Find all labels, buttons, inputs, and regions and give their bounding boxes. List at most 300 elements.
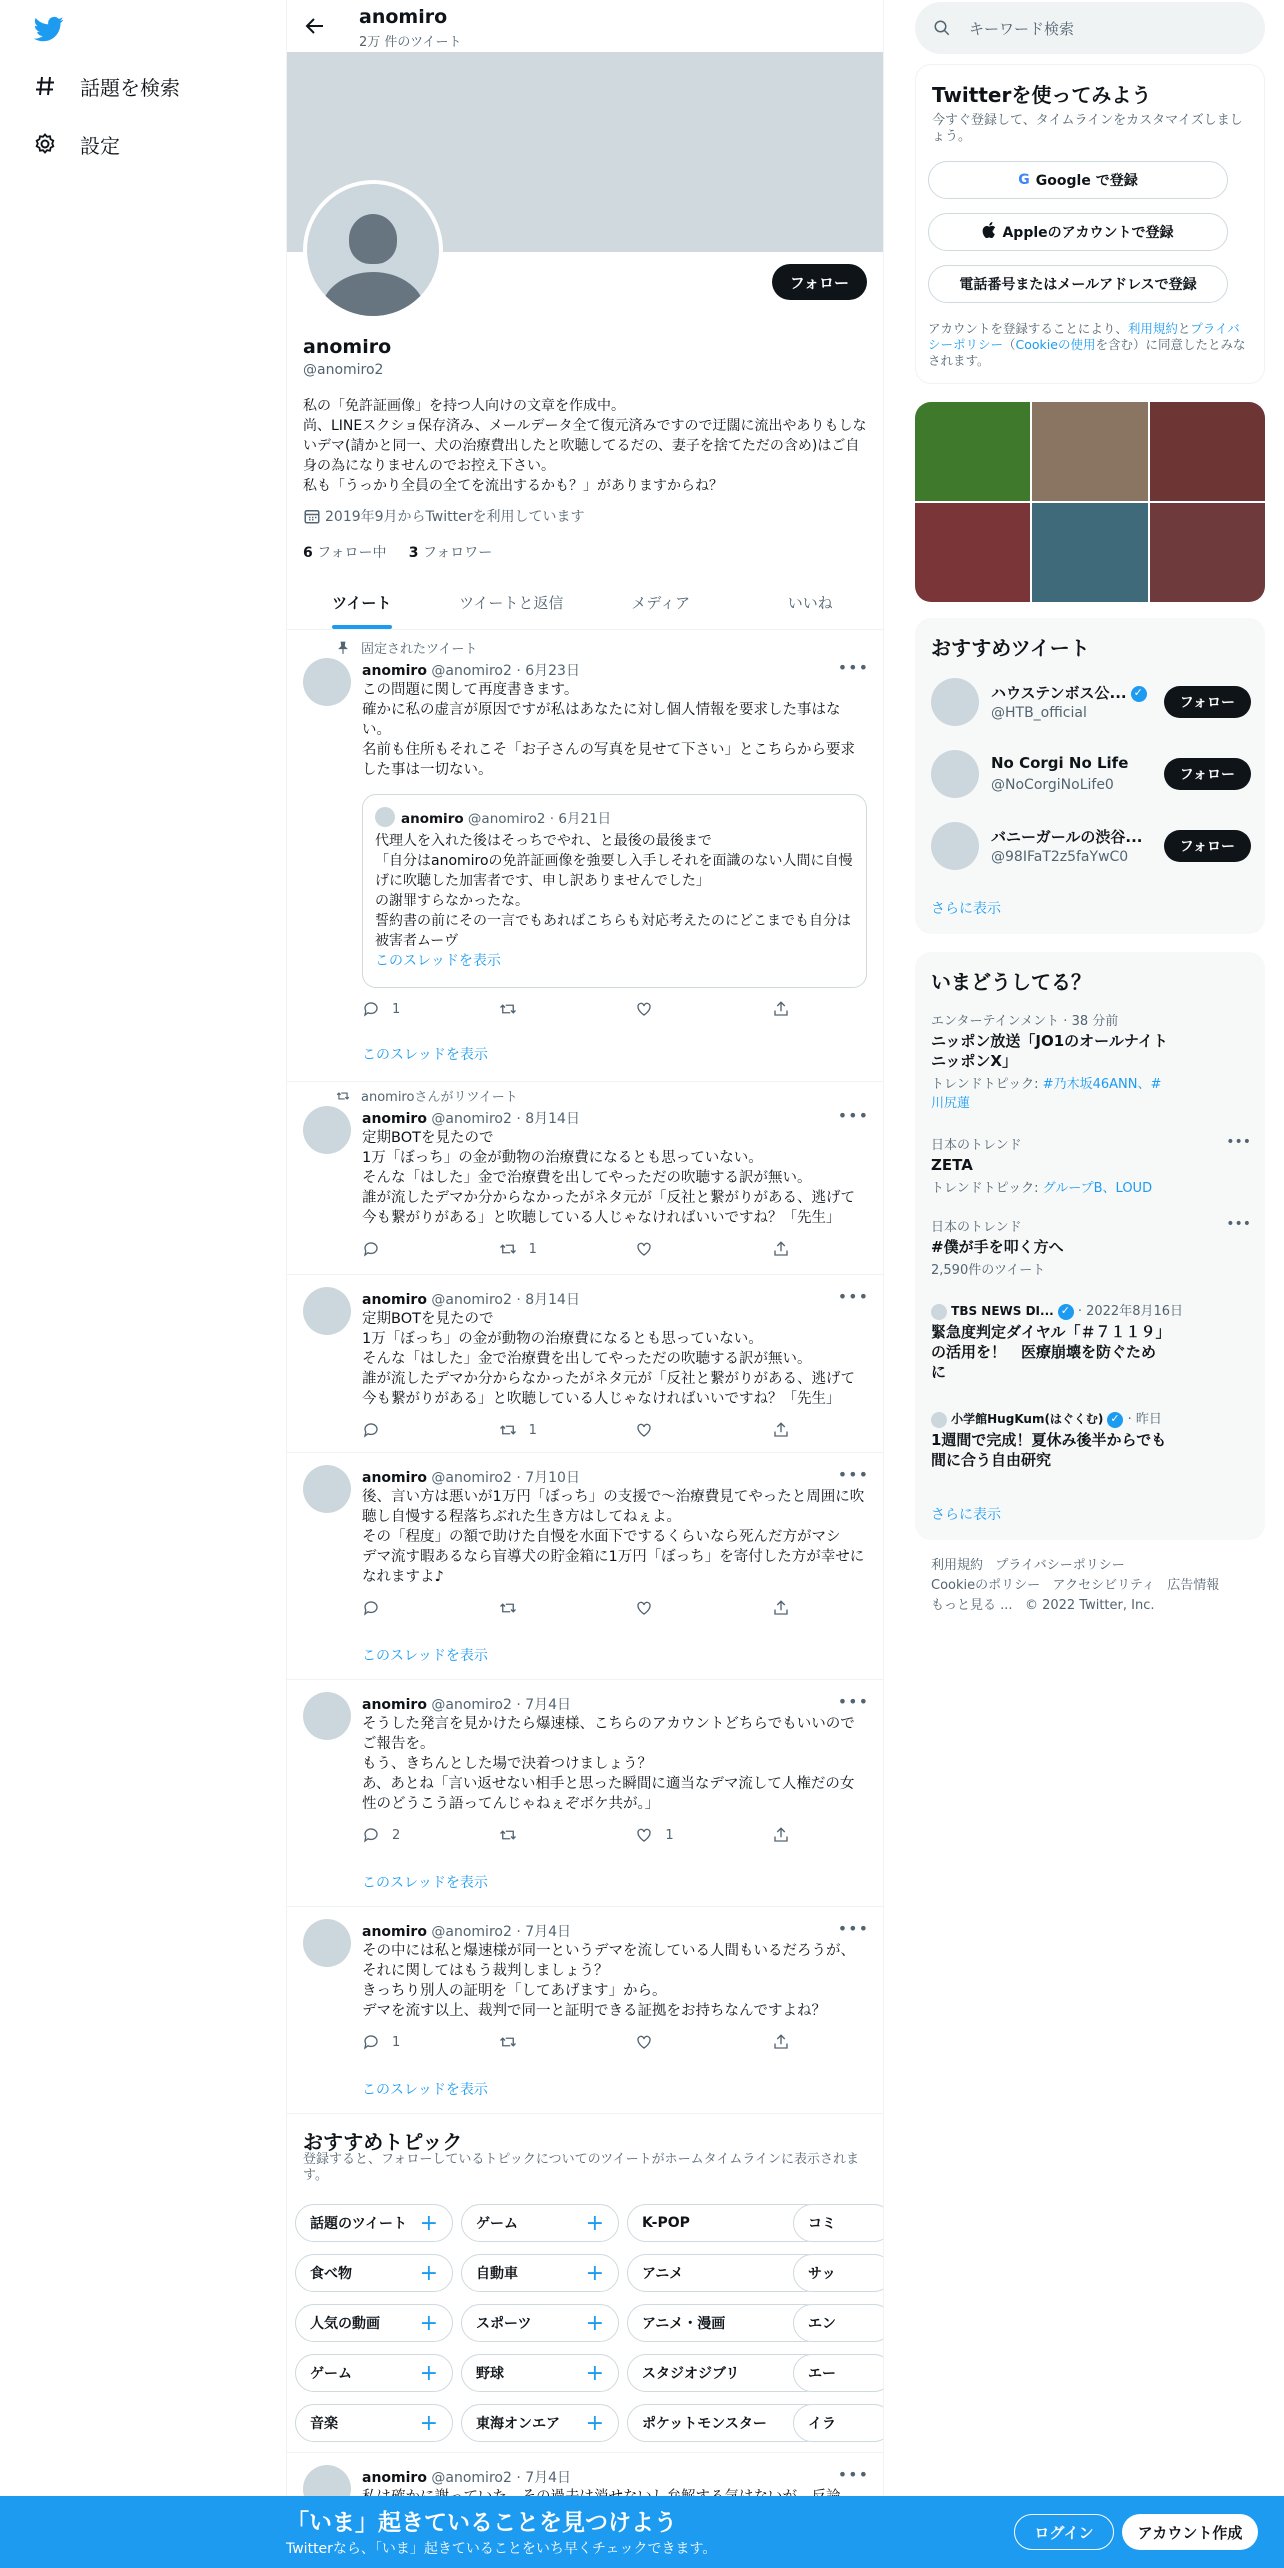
- topic-pill[interactable]: [793, 2404, 884, 2442]
- terms-text: を含む）に同意したとみなされます。: [928, 337, 1246, 368]
- terms-text: と: [1177, 321, 1191, 336]
- topic-pill[interactable]: [295, 2304, 453, 2342]
- trend-topic-links[interactable]: グループB、LOUD: [1042, 1181, 1153, 1196]
- privacy-link[interactable]: プライバシーポリシー: [928, 321, 1240, 352]
- nav-settings-label: 設定: [80, 133, 120, 158]
- tweet-actions: [362, 1421, 802, 1439]
- tweet-line: デマを流す以上、裁判で同一と証明できる証拠をお持ちなんですよね？: [362, 2003, 826, 2019]
- tweet-header: [362, 1921, 571, 1941]
- recs-title: おすすめツイート: [931, 636, 1090, 660]
- trend-meta: 日本のトレンド: [931, 1138, 1022, 1153]
- more-options-icon[interactable]: •••: [1226, 1134, 1251, 1150]
- pinned-context: [335, 638, 477, 657]
- topic-pill[interactable]: [793, 2354, 884, 2392]
- profile-name: anomiro: [303, 336, 392, 358]
- plus-icon: +: [419, 2410, 438, 2436]
- verified-icon: [1058, 1304, 1074, 1320]
- tweet-text: [362, 1941, 867, 2021]
- retweet-context: [335, 1086, 518, 1105]
- footer-copyright: © 2022 Twitter, Inc.: [1024, 1598, 1155, 1613]
- account-avatar[interactable]: [931, 678, 979, 726]
- plus-icon: +: [419, 2310, 438, 2336]
- topic-pill[interactable]: [295, 2404, 453, 2442]
- retweet-label: anomiroさんがリツイート: [361, 1090, 518, 1105]
- trend-subtitle: [931, 1073, 1171, 1111]
- profile-handle: @anomiro2: [303, 362, 384, 378]
- topic-pill[interactable]: [461, 2354, 619, 2392]
- share-icon: [772, 2033, 790, 2051]
- retweet-icon: [499, 1240, 517, 1258]
- quote-line: 代理人を入れた後はそっちでやれ、と最後の最後まで: [375, 833, 712, 849]
- topic-label: アニメ: [642, 2266, 684, 2282]
- account-name: バニーガールの渋谷...: [991, 828, 1143, 846]
- bio-line: 私も「うっかり全員の全てを流出するかも？」がありますからね？: [303, 478, 723, 494]
- tweet-meta[interactable]: @anomiro2 · 8月14日: [431, 1292, 580, 1308]
- show-thread-link[interactable]: このスレッドを表示: [362, 1047, 488, 1063]
- source-avatar: [931, 1412, 947, 1428]
- tweet-line: 1万「ぼっち」の金が動物の治療費になるとも思っていない。: [362, 1331, 763, 1347]
- tweet-actions: [362, 1240, 802, 1258]
- account-handle: @98IFaT2z5faYwC0: [991, 849, 1129, 865]
- trend-item[interactable]: [931, 1216, 1251, 1278]
- topic-label: スタジオジブリ: [642, 2366, 740, 2382]
- quoted-tweet[interactable]: [362, 794, 867, 988]
- google-signup-button[interactable]: [928, 161, 1228, 199]
- tweet-avatar[interactable]: [303, 1465, 351, 1513]
- nav-explore-label: 話題を検索: [80, 75, 180, 100]
- calendar-icon: [303, 507, 321, 525]
- reply-icon: [362, 1000, 380, 1018]
- tweet-line: 1万「ぼっち」の金が動物の治療費になるとも思っていない。: [362, 1150, 763, 1166]
- followers-count: 3: [408, 545, 419, 561]
- topic-pill[interactable]: [461, 2254, 619, 2292]
- topic-label: サッ: [808, 2266, 836, 2282]
- banner-subtitle: Twitterなら、「いま」起きていることをいち早くチェックできます。: [286, 2541, 717, 2557]
- tweet-meta[interactable]: @anomiro2 · 7月4日: [431, 1924, 572, 1940]
- quote-line: 「自分はanomiroの免許証画像を強要し入手しそれを面識のない人間に自慢げに吹聴した加害者です、申し訳ありませんでした」: [375, 853, 853, 889]
- news-date: · 2022年8月16日: [1077, 1304, 1184, 1319]
- tweet-meta[interactable]: @anomiro2 · 7月4日: [431, 1697, 572, 1713]
- search-box[interactable]: [915, 2, 1265, 54]
- topic-pill[interactable]: [793, 2304, 884, 2342]
- reply-icon: [362, 1240, 380, 1258]
- heart-icon: [635, 1421, 653, 1439]
- tweet-pinned[interactable]: [287, 630, 884, 1082]
- reply-button[interactable]: [362, 2033, 452, 2051]
- recommended-account[interactable]: [931, 744, 1251, 804]
- apple-icon: [982, 222, 996, 242]
- trend-sub-label: トレンドトピック:: [931, 1181, 1043, 1196]
- quote-avatar: [375, 807, 395, 827]
- signup-title: Twitterを使ってみよう: [932, 83, 1152, 107]
- trend-item[interactable]: [931, 1010, 1251, 1111]
- pin-icon: [335, 640, 351, 656]
- show-thread-link[interactable]: このスレッドを表示: [362, 2082, 488, 2098]
- tweet[interactable]: [287, 1453, 884, 1680]
- retweet-icon: [499, 2033, 517, 2051]
- terms-text: （: [1003, 337, 1016, 352]
- tweet[interactable]: [287, 1680, 884, 1907]
- tab-tweets[interactable]: ツイート: [287, 576, 437, 629]
- profile-avatar[interactable]: [303, 180, 443, 320]
- follow-button[interactable]: フォロー: [1164, 830, 1251, 862]
- heart-icon: [635, 1000, 653, 1018]
- account-avatar[interactable]: [931, 750, 979, 798]
- trend-sub-label: トレンドトピック:: [931, 1077, 1043, 1092]
- quote-meta: @anomiro2 · 6月21日: [467, 811, 612, 827]
- tweet-meta[interactable]: @anomiro2 · 6月23日: [431, 663, 580, 679]
- tab-tweets-replies[interactable]: ツイートと返信: [459, 594, 564, 612]
- reply-count: 1: [392, 2034, 401, 2050]
- share-button[interactable]: [772, 1240, 802, 1258]
- tweet-retweeted[interactable]: [287, 1082, 884, 1275]
- banner-title: 「いま」起きていることを見つけよう: [286, 2510, 677, 2536]
- footer-terms-link[interactable]: 利用規約: [931, 1558, 984, 1573]
- media-thumbnail[interactable]: [915, 503, 1030, 602]
- tweet-meta[interactable]: @anomiro2 · 8月14日: [431, 1111, 580, 1127]
- signup-banner: [0, 2496, 1284, 2568]
- gear-icon: [32, 131, 58, 157]
- tweet-avatar[interactable]: [303, 1919, 351, 1967]
- tweet-text: [362, 680, 867, 780]
- signup-card: [915, 64, 1265, 384]
- following-label: フォロー中: [317, 545, 387, 561]
- retweet-count: 1: [528, 1241, 537, 1257]
- heart-icon: [635, 2033, 653, 2051]
- retweet-icon: [499, 1000, 517, 1018]
- footer-ads-link[interactable]: 広告情報: [1167, 1578, 1220, 1593]
- tweet-line: 誰が流したデマか分からなかったがネタ元が「反社と繋がりがある、逃げて今も繋がりがある」と吹聴している人じゃなければいいですね？「先生」: [362, 1190, 855, 1226]
- account-avatar[interactable]: [931, 822, 979, 870]
- like-button[interactable]: [635, 1826, 725, 1844]
- tweet-meta[interactable]: @anomiro2 · 7月10日: [431, 1470, 580, 1486]
- tweet-header: [362, 1289, 580, 1309]
- tweet-author[interactable]: anomiro: [362, 663, 427, 679]
- topic-label: 東海オンエア: [476, 2416, 560, 2432]
- tab-likes[interactable]: いいね: [787, 594, 833, 612]
- plus-icon: +: [419, 2210, 438, 2236]
- retweet-button[interactable]: [499, 1826, 589, 1844]
- terms-link[interactable]: 利用規約: [1127, 321, 1178, 336]
- tweet-meta[interactable]: @anomiro2 · 7月4日: [431, 2470, 572, 2486]
- topic-pill[interactable]: [295, 2254, 453, 2292]
- share-button[interactable]: [772, 1826, 802, 1844]
- share-icon: [772, 1599, 790, 1617]
- news-title: 緊急度判定ダイヤル「＃７１１９」の活用を！ 医療崩壊を防ぐために: [931, 1322, 1164, 1381]
- news-source: TBS NEWS DI...: [951, 1304, 1054, 1318]
- share-icon: [772, 1421, 790, 1439]
- media-thumbnail[interactable]: [915, 402, 1030, 501]
- tweet-line: その中には私と爆速様が同一というデマを流している人間もいるだろうが、それに関してはもう裁判しましょう？: [362, 1943, 855, 1979]
- following-count: 6: [303, 545, 313, 561]
- profile-bio: [303, 396, 869, 496]
- tweet-line: 定期BOTを見たので: [362, 1130, 494, 1146]
- trend-item[interactable]: [931, 1134, 1251, 1196]
- apple-signup-label: Appleのアカウントで登録: [1002, 225, 1174, 241]
- tweet-header: [362, 1467, 580, 1487]
- news-item[interactable]: [931, 1300, 1251, 1382]
- media-grid: [915, 402, 1265, 602]
- tweet-avatar[interactable]: [303, 1287, 351, 1335]
- verified-icon: [1131, 686, 1147, 702]
- cookie-link[interactable]: Cookieの使用: [1015, 337, 1096, 352]
- followers-link[interactable]: [409, 545, 493, 561]
- tab-media[interactable]: メディア: [631, 594, 691, 612]
- tweet-header: [362, 2467, 571, 2487]
- tweet-line: そんな「はした」金で治療費を出してやっただの吹聴する訳が無い。: [362, 1170, 812, 1186]
- reply-count: 1: [392, 1001, 401, 1017]
- tweet-line: 名前も住所もそれこそ「お子さんの写真を見せて下さい」とこちらから要求した事は一切ない。: [362, 742, 855, 778]
- retweet-button[interactable]: [499, 2033, 589, 2051]
- plus-icon: +: [585, 2260, 604, 2286]
- tweet-avatar[interactable]: [303, 1106, 351, 1154]
- login-button[interactable]: ログイン: [1014, 2514, 1114, 2550]
- header-tweet-count: 2万 件のツイート: [359, 35, 462, 50]
- retweet-icon: [499, 1826, 517, 1844]
- show-thread-link[interactable]: このスレッドを表示: [362, 1648, 488, 1664]
- reply-count: 2: [392, 1827, 401, 1843]
- tweet-line: 定期BOTを見たので: [362, 1311, 494, 1327]
- twitter-logo-icon[interactable]: [32, 14, 66, 44]
- quote-text: [375, 831, 855, 971]
- quote-header: [401, 807, 611, 827]
- account-name: [991, 682, 1147, 703]
- quote-show-thread[interactable]: このスレッドを表示: [375, 953, 501, 969]
- footer-links: [931, 1556, 1219, 1616]
- tweet-author[interactable]: anomiro: [362, 1470, 427, 1486]
- like-button[interactable]: [635, 1000, 725, 1018]
- topic-label: 人気の動画: [310, 2316, 380, 2332]
- main-column: [286, 0, 884, 2568]
- tweet-text: [362, 1714, 867, 1814]
- reply-button[interactable]: [362, 1240, 452, 1258]
- like-button[interactable]: [635, 1421, 725, 1439]
- topic-label: アニメ・漫画: [642, 2316, 726, 2332]
- trend-topic-links[interactable]: #乃木坂46ANN、#川尻蓮: [931, 1077, 1162, 1111]
- like-button[interactable]: [635, 1240, 725, 1258]
- footer-accessibility-link[interactable]: アクセシビリティ: [1052, 1578, 1155, 1593]
- pinned-label: 固定されたツイート: [361, 642, 478, 657]
- default-avatar-icon: [307, 184, 439, 316]
- retweet-button[interactable]: [499, 1240, 589, 1258]
- news-item[interactable]: [931, 1408, 1251, 1470]
- tweet-header: [362, 1108, 580, 1128]
- media-thumbnail[interactable]: [1150, 503, 1265, 602]
- source-avatar: [931, 1304, 947, 1320]
- plus-icon: +: [419, 2260, 438, 2286]
- topic-label: ポケットモンスター: [642, 2416, 767, 2432]
- profile-header-bar: [287, 0, 884, 52]
- phone-signup-button[interactable]: 電話番号またはメールアドレスで登録: [928, 265, 1228, 303]
- tweet-avatar[interactable]: [303, 658, 351, 706]
- bio-line: 私の「免許証画像」を持つ人向けの文章を作成中。: [303, 398, 625, 414]
- topic-pill[interactable]: [793, 2204, 884, 2242]
- tweet-line: その「程度」の額で助けた自慢を水面下でするくらいなら死んだ方がマシ: [362, 1529, 841, 1545]
- account-name: No Corgi No Life: [991, 754, 1129, 772]
- verified-icon: [1107, 1412, 1123, 1428]
- tweet-avatar[interactable]: [303, 1692, 351, 1740]
- topic-pill[interactable]: [461, 2204, 619, 2242]
- share-button[interactable]: [772, 2033, 802, 2051]
- tweet-author[interactable]: anomiro: [362, 1111, 427, 1127]
- bio-line: 尚、LINEスクショ保存済み、メールデータ全て復元済みですので迂闊に流出やありもしないデマ(請かと同一、犬の治療費出したと吹聴してるだの、妻子を捨てただの含め)はご自身の為になりませんのでお控え下さい。: [303, 418, 867, 474]
- follow-stats: [303, 542, 492, 562]
- topic-label: エー: [808, 2366, 836, 2382]
- apple-signup-button[interactable]: [928, 213, 1228, 251]
- follow-button[interactable]: フォロー: [772, 264, 867, 300]
- tweet-line: 確かに私の虚言が原因ですが私はあなたに対し個人情報を要求した事はない。: [362, 702, 841, 738]
- trends-card: [915, 952, 1265, 1540]
- create-account-button[interactable]: アカウント作成: [1122, 2514, 1258, 2550]
- plus-icon: +: [585, 2410, 604, 2436]
- account-handle: @HTB_official: [991, 705, 1087, 721]
- recommended-account[interactable]: [931, 816, 1251, 876]
- trend-title: ニッポン放送「JO1のオールナイトニッポンX」: [931, 1032, 1168, 1070]
- show-thread-link[interactable]: このスレッドを表示: [362, 1875, 488, 1891]
- search-placeholder: キーワード検索: [969, 19, 1075, 38]
- reply-button[interactable]: [362, 1599, 452, 1617]
- reply-icon: [362, 1599, 380, 1617]
- topic-pill[interactable]: [461, 2304, 619, 2342]
- tweet-line: そうした発言を見かけたら爆速様、こちらのアカウントどちらでもいいのでご報告を。: [362, 1716, 855, 1752]
- heart-icon: [635, 1599, 653, 1617]
- topic-label: イラ: [808, 2416, 836, 2432]
- show-more-link[interactable]: さらに表示: [931, 901, 1001, 917]
- footer-privacy-link[interactable]: プライバシーポリシー: [995, 1558, 1125, 1573]
- more-options-icon[interactable]: •••: [837, 1465, 869, 1484]
- topics-title: おすすめトピック: [303, 2130, 463, 2154]
- heart-icon: [635, 1240, 653, 1258]
- news-meta: [931, 1408, 1251, 1428]
- like-button[interactable]: [635, 2033, 725, 2051]
- more-options-icon[interactable]: •••: [837, 658, 869, 677]
- trend-subtitle: 2,590件のツイート: [931, 1263, 1046, 1278]
- topic-label: エン: [808, 2316, 836, 2332]
- share-button[interactable]: [772, 1599, 802, 1617]
- reply-icon: [362, 1826, 380, 1844]
- more-options-icon[interactable]: •••: [837, 1287, 869, 1306]
- back-arrow-icon[interactable]: [303, 14, 327, 38]
- topic-label: 音楽: [310, 2416, 338, 2432]
- more-options-icon[interactable]: •••: [837, 1919, 869, 1938]
- tweet-author[interactable]: anomiro: [362, 1697, 427, 1713]
- reply-button[interactable]: [362, 1000, 452, 1018]
- follow-button[interactable]: フォロー: [1164, 758, 1251, 790]
- retweet-button[interactable]: [499, 1421, 589, 1439]
- topic-label: 話題のツイート: [310, 2216, 408, 2232]
- tweet-header: [362, 1694, 571, 1714]
- signup-terms: [928, 321, 1252, 369]
- tweet-line: 誰が流したデマか分からなかったがネタ元が「反社と繋がりがある、逃げて今も繋がりがある」と吹聴している人じゃなければいいですね？「先生」: [362, 1371, 855, 1407]
- tweet-text: [362, 1487, 867, 1587]
- topic-pill[interactable]: [461, 2404, 619, 2442]
- footer-cookie-link[interactable]: Cookieのポリシー: [931, 1578, 1041, 1593]
- share-button[interactable]: [772, 1421, 802, 1439]
- more-options-icon[interactable]: •••: [837, 1106, 869, 1125]
- topic-label: ゲーム: [310, 2366, 352, 2382]
- media-thumbnail[interactable]: [1032, 402, 1147, 501]
- nav-explore[interactable]: [32, 66, 180, 106]
- topic-pill[interactable]: [793, 2254, 884, 2292]
- more-options-icon[interactable]: •••: [1226, 1216, 1251, 1232]
- reply-button[interactable]: [362, 1826, 452, 1844]
- like-button[interactable]: [635, 1599, 725, 1617]
- left-sidebar: [0, 0, 286, 2568]
- news-date: · 昨日: [1127, 1412, 1162, 1427]
- tweet-author[interactable]: anomiro: [362, 2470, 427, 2486]
- retweet-button[interactable]: [499, 1000, 589, 1018]
- media-thumbnail[interactable]: [1032, 503, 1147, 602]
- retweet-icon: [499, 1421, 517, 1439]
- topic-label: K-POP: [642, 2215, 690, 2231]
- share-button[interactable]: [772, 1000, 802, 1018]
- search-icon: [933, 19, 951, 37]
- trend-subtitle: [931, 1177, 1251, 1196]
- signup-subtitle: 今すぐ登録して、タイムラインをカスタマイズしましょう。: [932, 113, 1243, 144]
- tweet[interactable]: [287, 1907, 884, 2114]
- terms-text: アカウントを登録することにより、: [928, 321, 1128, 336]
- nav-settings[interactable]: [32, 124, 120, 164]
- tweet-line: もう、きちんとした場で決着つけましょう？: [362, 1756, 652, 1772]
- show-more-link[interactable]: さらに表示: [931, 1507, 1001, 1523]
- quote-line: の謝罪すらなかったな。: [375, 893, 529, 909]
- tweet[interactable]: [287, 1275, 884, 1453]
- header-name: anomiro: [359, 6, 448, 28]
- more-options-icon[interactable]: •••: [837, 2465, 869, 2484]
- plus-icon: +: [419, 2360, 438, 2386]
- recommended-account[interactable]: [931, 672, 1251, 732]
- topic-label: コミ: [808, 2216, 836, 2232]
- plus-icon: +: [585, 2310, 604, 2336]
- quote-line: 誓約書の前にその一言でもあればこちらも対応考えたのにどこまでも自分は被害者ムーヴ: [375, 913, 851, 949]
- tweet-actions: [362, 2033, 802, 2051]
- tweet-line: そんな「はした」金で治療費を出してやっただの吹聴する訳が無い。: [362, 1351, 812, 1367]
- media-thumbnail[interactable]: [1150, 402, 1265, 501]
- tweet-author[interactable]: anomiro: [362, 1292, 427, 1308]
- recommended-tweets-card: [915, 618, 1265, 934]
- share-icon: [772, 1826, 790, 1844]
- trend-title: ZETA: [931, 1156, 973, 1174]
- hashtag-icon: [32, 73, 58, 99]
- reply-icon: [362, 1421, 380, 1439]
- retweet-icon: [335, 1088, 351, 1104]
- tweet-actions: [362, 1000, 802, 1018]
- more-options-icon[interactable]: •••: [837, 1692, 869, 1711]
- topic-label: 野球: [476, 2366, 504, 2382]
- heart-icon: [635, 1826, 653, 1844]
- trend-meta: エンターテインメント · 38 分前: [931, 1014, 1119, 1029]
- joined-date: [303, 506, 584, 526]
- tweet-text: [362, 1309, 867, 1409]
- news-source: 小学館HugKum(はぐくむ): [951, 1412, 1104, 1426]
- tweet-text: [362, 1128, 867, 1228]
- account-name-text: ハウステンボス公...: [991, 684, 1127, 702]
- following-link[interactable]: [303, 545, 387, 561]
- retweet-button[interactable]: [499, 1599, 589, 1617]
- footer-more-link[interactable]: もっと見る ...: [931, 1598, 1013, 1613]
- tweet-line: デマ流す暇あるなら盲導犬の貯金箱に1万円「ぼっち」を寄付した方が幸せになれますよ♪: [362, 1549, 865, 1585]
- tweet-author[interactable]: anomiro: [362, 1924, 427, 1940]
- share-icon: [772, 1000, 790, 1018]
- reply-button[interactable]: [362, 1421, 452, 1439]
- topic-pill[interactable]: [295, 2204, 453, 2242]
- google-signup-label: Google で登録: [1035, 173, 1138, 189]
- tweet-line: この問題に関して再度書きます。: [362, 682, 579, 698]
- profile-tabs: [287, 576, 884, 630]
- follow-button[interactable]: フォロー: [1164, 686, 1251, 718]
- topic-pill[interactable]: [295, 2354, 453, 2392]
- topic-label: スポーツ: [476, 2316, 532, 2332]
